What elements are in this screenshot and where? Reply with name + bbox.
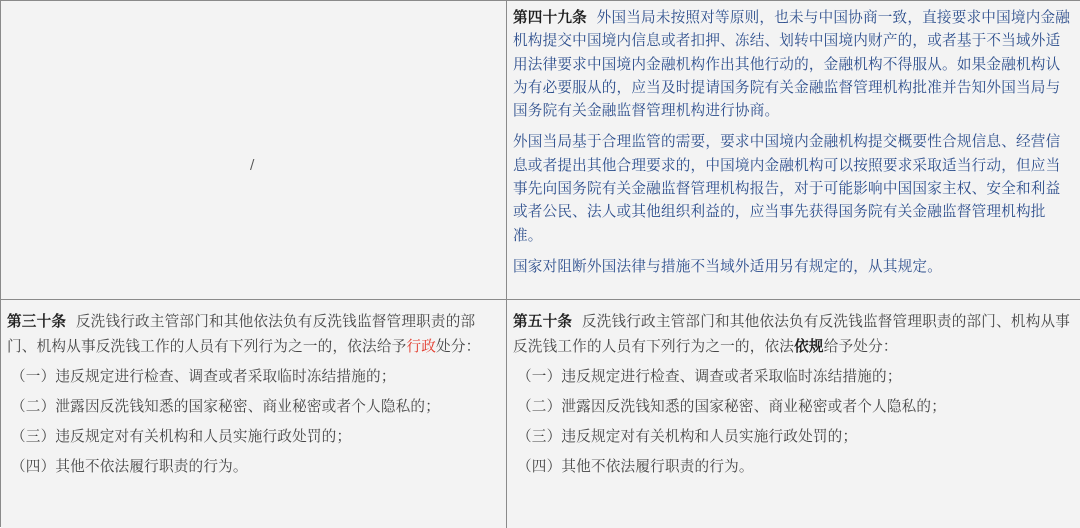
article-50-item-4: （四）其他不依法履行职责的行为。 [517, 458, 754, 475]
new-article-50-cell [507, 300, 1080, 528]
article-50-item-3: （三）违反规定对有关机构和人员实施行政处罚的； [517, 428, 858, 445]
article-30-intro-after: 处分： [436, 337, 481, 355]
article-49-para-1-text: 外国当局未按照对等原则，也未与中国协商一致，直接要求中国境内金融机构提交中国境内信息或者扣押、冻结、划转中国境内财产的，或者基于不当域外适用法律要求中国境内金融机构作出其他行动的，金融机构不得服从。如果金融机构认为有必要服从的，应当及时提请国务院有关金融监督管理机构批准并告知外国当局与国务院有关金融监督管理机构进行协商。 [513, 9, 1071, 120]
deleted-text-highlight: 行政 [406, 337, 437, 355]
article-30-item-3: （三）违反规定对有关机构和人员实施行政处罚的； [11, 428, 352, 445]
empty-placeholder: / [250, 158, 255, 173]
article-50-text [513, 310, 1075, 479]
article-49-para-3: 国家对阻断外国法律与措施不当域外适用另有规定的，从其规定。 [513, 257, 943, 275]
article-50-intro-after: 给予处分： [823, 337, 898, 355]
article-30-intro [7, 310, 501, 359]
article-50-item-1: （一）违反规定进行检查、调查或者采取临时冻结措施的； [517, 368, 902, 385]
new-article-49-cell [507, 1, 1080, 299]
article-30-label: 第三十条 [7, 313, 67, 330]
article-49-label: 第四十九条 [513, 9, 587, 26]
article-30-intro-before: 反洗钱行政主管部门和其他依法负有反洗钱监督管理职责的部门、机构从事反洗钱工作的人员有下列行为之一的，依法给予 [7, 313, 476, 355]
article-50-intro [513, 310, 1075, 359]
article-30-item-4: （四）其他不依法履行职责的行为。 [11, 458, 248, 475]
added-text-highlight: 依规 [794, 337, 824, 355]
column-divider [506, 1, 507, 528]
article-30-item-1: （一）违反规定进行检查、调查或者采取临时冻结措施的； [11, 368, 396, 385]
article-50-label: 第五十条 [513, 313, 573, 330]
row-divider [1, 299, 1080, 300]
article-49-text [513, 6, 1075, 278]
article-50-item-2: （二）泄露因反洗钱知悉的国家秘密、商业秘密或者个人隐私的； [517, 398, 947, 415]
article-49-para-1 [513, 6, 1075, 122]
article-30-text [7, 310, 501, 479]
article-30-item-2: （二）泄露因反洗钱知悉的国家秘密、商业秘密或者个人隐私的； [11, 398, 441, 415]
old-article-30-cell [1, 300, 506, 528]
article-50-intro-before: 反洗钱行政主管部门和其他依法负有反洗钱监督管理职责的部门、机构从事反洗钱工作的人员有下列行为之一的，依法 [513, 313, 1071, 355]
article-49-para-2: 外国当局基于合理监管的需要，要求中国境内金融机构提交概要性合规信息、经营信息或者提出其他合理要求的，中国境内金融机构可以按照要求采取适当行动，但应当事先向国务院有关金融监督管理机构报告，对于可能影响中国国家主权、安全和利益或者公民、法人或其他组织利益的，应当事先获得国务院有关金融监督管理机构批准。 [513, 133, 1061, 244]
old-article-49-cell [1, 1, 506, 299]
